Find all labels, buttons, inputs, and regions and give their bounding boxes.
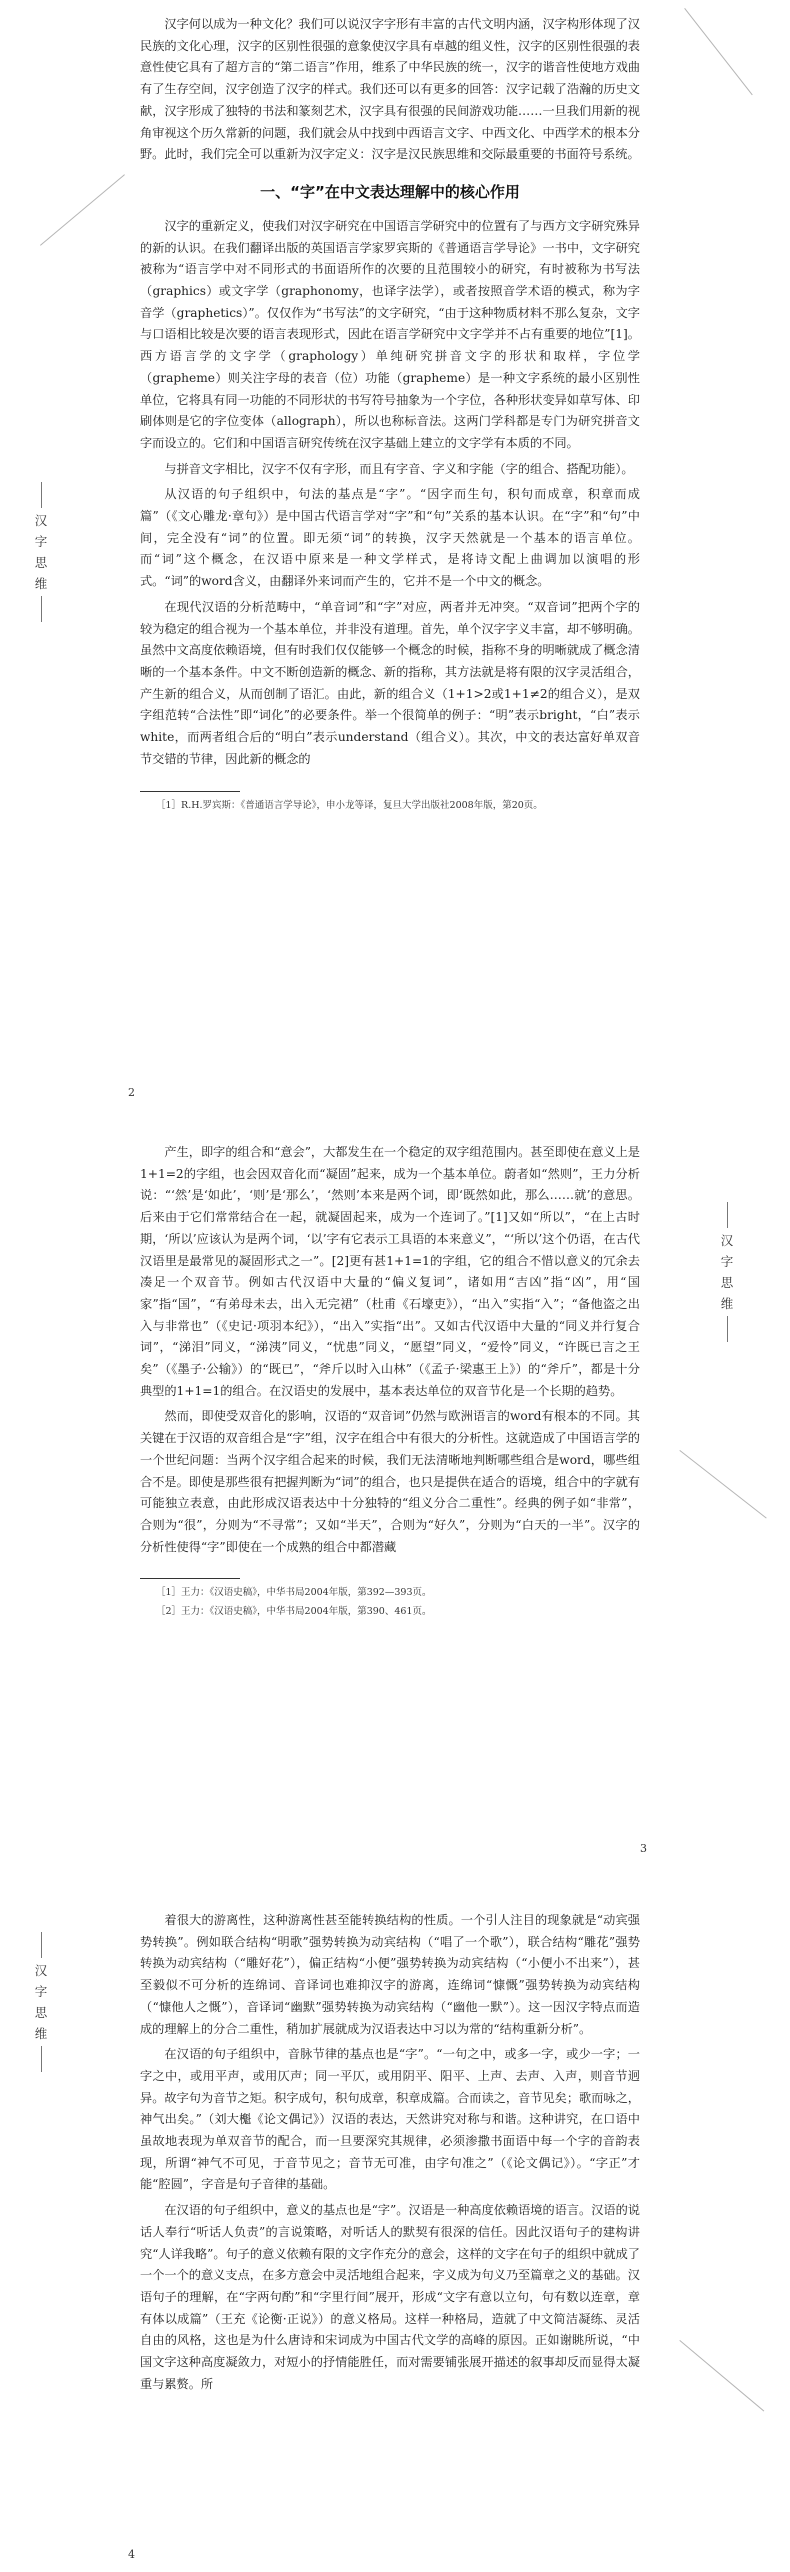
footnote-rule [140,791,240,792]
footnote: ［1］王力：《汉语史稿》，中华书局2004年版，第392—393页。 [156,1587,432,1599]
footnote: ［1］R.H.罗宾斯：《普通语言学导论》，申小龙等译，复旦大学出版社2008年版，第20页。 [156,799,543,811]
paragraph: 从汉语的句子组织中，句法的基点是“字”。“因字而生句，积句而成章，积章而成篇”（《文心雕龙·章句》）是中国古代语言学对“字”和“句”关系的基本认识。在“字”和“句”中间，完全没有“词”的位置。即无须“词”的转换，汉字天然就是一个基本的语言单位。而“词”这个概念，在汉语中原来是一种文学样式，是将诗文配上曲调加以演唱的形式。“词”的word含义，由翻译外来词而产生的，它并不是一个中文的概念。 [140,487,640,589]
paragraph: 汉字何以成为一种文化？我们可以说汉字字形有丰富的古代文明内涵，汉字构形体现了汉民族的文化心理，汉字的区别性很强的意象使汉字具有卓越的组义性，汉字的区别性很强的表意性使它具有了超方言的“第二语言”作用，维系了中华民族的统一，汉字的谐音性使地方戏曲有了生存空间，汉字创造了汉字的样式。我们还可以有更多的回答：汉字记载了浩瀚的历史文献，汉字形成了独特的书法和篆刻艺术，汉字具有很强的民间游戏功能……一旦我们用新的视角审视这个历久常新的问题，我们就会从中找到中西语言文字、中西文化、中西学术的根本分野。此时，我们完全可以重新为汉字定义：汉字是汉民族思维和交际最重要的书面符号系统。 [140,17,640,162]
corner-decoration-icon [679,1450,766,1519]
side-rule-icon [727,1202,728,1228]
side-label-text: 汉字思维 [34,513,48,591]
paragraph: 着很大的游离性，这种游离性甚至能转换结构的性质。一个引人注目的现象就是“动宾强势转换”。例如联合结构“明歌”强势转换为动宾结构（“唱了一个歌”），联合结构“雕花”强势转换为动宾结构（“雕好花”），偏正结构“小便”强势转换为动宾结构（“小便小不出来”），甚至毅似不可分析的连绵词、音译词也难抑汉字的游离，连绵词“慷慨”强势转换为动宾结构（“慷他人之慨”），音译词“幽默”强势转换为动宾结构（“幽他一默”）。这一因汉字特点而造成的理解上的分合二重性，稍加扩展就成为汉语表达中习以为常的“结构重新分析”。 [140,1913,640,2036]
footnote: ［2］王力：《汉语史稿》，中华书局2004年版，第390、461页。 [156,1606,432,1618]
page-three [0,1890,790,2572]
corner-decoration-icon [684,8,753,95]
paragraph: 汉字的重新定义，使我们对汉字研究在中国语言学研究中的位置有了与西方文字研究殊异的新的认识。在我们翻译出版的英国语言学家罗宾斯的《普通语言学导论》一书中，文字研究被称为“语言学中对不同形式的书面语所作的次要的且范围较小的研究，有时被称为书写法（graphics）或文字学（graphonomy，也译字法学），或者按照音学术语的模式，称为字音学（graphetics）”。仅仅作为“书写法”的文字研究，“由于这种物质材料不那么复杂，文字与口语相比较是次要的语言表现形式，因此在语言学研究中文字学并不占有重要的地位”[1]。西方语言学的文字学（graphology）单纯研究拼音文字的形状和取样，字位学（grapheme）则关注字母的表音（位）功能（grapheme）是一种文字系统的最小区别性单位，它将具有同一功能的不同形状的书写符号抽象为一个字位，各种形状变异如草写体、印刷体则是它的字位变体（allograph），所以也称标音法。这两门学科都是专门为研究拼音文字而设立的。它们和中国语言研究传统在汉字基础上建立的文字学有本质的不同。 [140,218,640,450]
page-two-body [140,1142,640,1623]
paragraph: 产生，即字的组合和“意会”，大都发生在一个稳定的双字组范围内。甚至即使在意义上是1+1=2的字组，也会因双音化而“凝固”起来，成为一个基本单位。蔚者如“然则”，王力分析说：“‘然’是‘如此’，‘则’是‘那么’，‘然则’本来是两个词，即‘既然如此，那么……就’的意思。后来由于它们常常结合在一起，就凝固起来，成为一个连词了。”[1]又如“所以”，“在上古时期，‘所以’应该认为是两个词，‘以’字有它表示工具语的本来意义”，“‘所以’这个仍语，在古代汉语里是最常见的凝固形式之一”。[2]更有甚1+1=1的字组，它的组合不惜以意义的冗余去凑足一个双音节。例如古代汉语中大量的“偏义复词”，诸如用“吉凶”指“凶”，用“国家”指“国”，“有弟母未去，出入无完裙”（杜甫《石壕吏》），“出入”实指“入”；“备他盗之出入与非常也”（《史记·项羽本纪》），“出入”实指“出”。又如古代汉语中大量的“同义并行复合词”，“涕泪”同义，“涕洟”同义，“忧患”同义，“愿望”同义，“爱怜”同义，“许既已言之王矣”（《墨子·公输》）的“既已”，“斧斤以时入山林”（《孟子·梁惠王上》）的“斧斤”，都是十分典型的1+1=1的组合。在汉语史的发展中，基本表达单位的双音节化是一个长期的趋势。 [140,1145,640,1398]
page-one-body [140,14,640,817]
footnote-rule [140,1578,240,1579]
side-label-left [30,480,52,624]
side-label-left [30,1930,52,2074]
side-rule-icon [41,1932,42,1958]
side-rule-icon [41,2046,42,2072]
side-label-text: 汉字思维 [720,1233,734,1311]
section-heading: 一、“字”在中文表达理解中的核心作用 [260,182,520,201]
page-three-body [140,1910,640,2399]
side-label-right [716,1200,738,1344]
side-rule-icon [727,1316,728,1342]
page-number: 3 [640,1842,647,1855]
page-one [0,0,790,1130]
paragraph: 在汉语的句子组织中，音脉节律的基点也是“字”。“一句之中，或多一字，或少一字；一字之中，或用平声，或用仄声；同一平仄，或用阴平、阳平、上声、去声、入声，则音节迥异。故字句为音节之矩。积字成句，积句成章，积章成篇。合而读之，音节见矣；歌而咏之，神气出矣。”（刘大櫆《论文偶记》）汉语的表达，天然讲究对称与和谐。这种讲究，在口语中虽故地表现为单双音节的配合，而一旦要深究其规律，必须渗撒书面语中每一个字的音韵表现，所谓“神气不可见，于音节见之；音节无可准，由字句准之”（《论文偶记》）。“字正”才能“腔圆”，字音是句子音律的基础。 [140,2047,640,2192]
page-number: 2 [128,1086,135,1099]
paragraph: 在汉语的句子组织中，意义的基点也是“字”。汉语是一种高度依赖语境的语言。汉语的说话人奉行“听话人负责”的言说策略，对听话人的默契有很深的信任。因此汉语句子的建构讲究“人详我略”。句子的意义依赖有限的文字作充分的意会，这样的文字在句子的组织中就成了一个一个的意义支点，在多方意会中灵活地组合起来，字义成为句义乃至篇章之义的基础。汉语句子的理解，在“字两句酌”和“字里行间”展开，形成“文字有意以立句，句有数以连章，章有体以成篇”（王充《论衡·正说》）的意义格局。这样一种格局，造就了中文简洁凝练、灵活自由的风格，这也是为什么唐诗和宋词成为中国古代文学的高峰的原因。正如谢眺所说，“中国文字这种高度凝敛力，对短小的抒情能胜任，而对需要铺张展开描述的叙事却反而显得太凝重与累赘。所 [140,2203,640,2391]
paragraph: 与拼音文字相比，汉字不仅有字形，而且有字音、字义和字能（字的组合、搭配功能）。 [164,461,634,476]
paragraph: 然而，即使受双音化的影响，汉语的“双音词”仍然与欧洲语言的word有根本的不同。其关键在于汉语的双音组合是“字”组，汉字在组合中有很大的分析性。这就造成了中国语言学的一个世纪问题：当两个汉字组合起来的时候，我们无法清晰地判断哪些组合是word，哪些组合不是。即使是那些很有把握判断为“词”的组合，也只是提供在适合的语境，组合中的字就有可能独立表意，由此形成汉语表达中十分独特的“组义分合二重性”。经典的例子如“非常”，合则为“很”，分则为“不寻常”；又如“半天”，合则为“好久”，分则为“白天的一半”。汉字的分析性使得“字”即使在一个成熟的组合中都潜藏 [140,1409,641,1554]
side-label-text: 汉字思维 [34,1963,48,2041]
corner-decoration-icon [679,2340,764,2411]
side-rule-icon [41,596,42,622]
page-number: 4 [128,2548,135,2561]
page-two [0,1130,790,1890]
corner-decoration-icon [40,174,125,245]
paragraph: 在现代汉语的分析范畴中，“单音词”和“字”对应，两者并无冲突。“双音词”把两个字的较为稳定的组合视为一个基本单位，并非没有道理。首先，单个汉字字义丰富，却不够明确。虽然中文高度依赖语境，但有时我们仅仅能够一个概念的时候，指称不身的明晰就成了概念清晰的一个基本条件。中文不断创造新的概念、新的指称，其方法就是将有限的汉字灵活组合，产生新的组合义，从而创制了语汇。由此，新的组合义（1+1>2或1+1≠2的组合义），是双字组范转“合法性”即“词化”的必要条件。举一个很简单的例子：“明”表示bright，“白”表示white，而两者组合后的“明白”表示understand（组合义）。其次，中文的表达富好单双音节交错的节律，因此新的概念的 [140,599,640,766]
side-rule-icon [41,482,42,508]
